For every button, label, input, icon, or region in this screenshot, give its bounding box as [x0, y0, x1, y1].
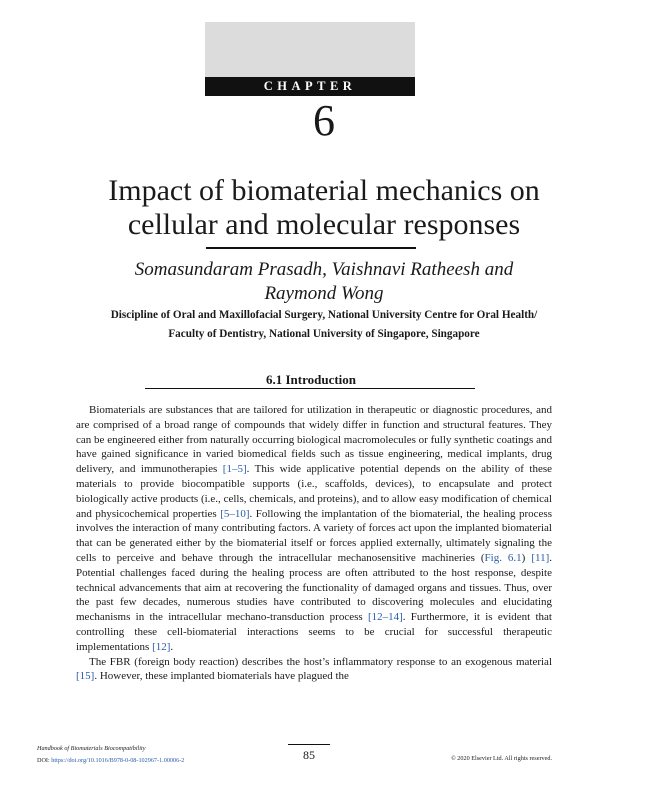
citation-link[interactable]: [12–14]	[367, 611, 403, 624]
copyright: © 2020 Elsevier Ltd. All rights reserved.	[451, 755, 552, 762]
book-title: Handbook of Biomaterials Biocompatibility	[37, 745, 146, 752]
text-run: The FBR (foreign body reaction) describes the host’s inflammatory response to an exogenous material	[89, 655, 552, 668]
citation-link[interactable]: [1–5]	[222, 463, 247, 476]
affiliation-line-2: Faculty of Dentistry, National University of Singapore, Singapore	[168, 328, 480, 340]
citation-link[interactable]: [15]	[76, 670, 95, 683]
text-run: . Following the implantation of the biomaterial, the healing process involves the interaction of many contributing factors. A variety of forces act upon the implanted biomaterial that can be generated either by the biomaterial itself or forces applied externally, ultimately signaling the cells to perceive and behave through the intracellular mechanosensitive machineries (	[76, 507, 552, 564]
figure-link[interactable]: Fig. 6.1	[484, 551, 522, 564]
citation-link[interactable]: [11]	[531, 551, 550, 564]
title-line-1: Impact of biomaterial mechanics on	[108, 174, 540, 207]
chapter-label: CHAPTER	[205, 77, 415, 96]
chapter-number: 6	[313, 96, 335, 145]
paragraph-1	[76, 403, 552, 655]
chapter-box	[205, 22, 415, 96]
authors-line-1: Somasundaram Prasadh, Vaishnavi Ratheesh and	[134, 259, 514, 280]
section-heading: 6.1 Introduction	[265, 372, 357, 387]
text-run: . Potential challenges faced during the healing process are often attributed to the host response, despite technical advancements that aim at recovering the functionality of damaged organs and tissues. Thus, over the past few decades, numerous studies have contributed to discovering molecules and elucidating mechanisms in the intracellular mechano-transduction process	[76, 551, 552, 624]
footer-citation	[37, 743, 184, 767]
citation-link[interactable]: [12]	[152, 640, 171, 653]
doi-label: DOI:	[37, 757, 52, 764]
affiliation	[0, 306, 648, 344]
title-line-2: cellular and molecular responses	[127, 208, 521, 241]
page-rule	[288, 744, 330, 745]
text-run: . However, these implanted biomaterials have plagued the	[94, 670, 349, 683]
title-rule	[206, 247, 416, 249]
doi-link[interactable]: https://doi.org/10.1016/B978-0-08-102967-1.00006-2	[51, 757, 185, 764]
section-rule	[145, 388, 475, 389]
affiliation-line-1: Discipline of Oral and Maxillofacial Surgery, National University Centre for Oral Health/	[110, 309, 538, 321]
text-run: )	[521, 551, 532, 564]
citation-link[interactable]: [5–10]	[220, 507, 250, 520]
authors	[0, 258, 648, 306]
text-run: . This wide applicative potential depends on the ability of these materials to provide biocompatible supports (i.e., scaffolds, devices), to encapsulate and protect biologically active products (i.e., cells, chemicals, and proteins), and to allow easy modification of chemical and physicochemical properties	[76, 463, 552, 520]
text-run: .	[170, 640, 174, 653]
text-run: Biomaterials are substances that are tailored for utilization in therapeutic or diagnostic procedures, and are comprised of a broad range of compounds that widely differ in function and structural features. They can be engineered either from naturally occurring biological macromolecules or fully synthetic coatings and have gained significance in varied biomedical fields such as tissue engineering, medical implants, drug delivery, and immunotherapies	[76, 404, 552, 476]
page-number: 85	[303, 748, 315, 762]
text-run: . Furthermore, it is evident that controlling these cell-biomaterial interactions seems to be crucial for successful therapeutic implementations	[76, 611, 552, 653]
body-text	[76, 403, 552, 684]
chapter-title	[0, 174, 648, 242]
paragraph-2	[76, 655, 552, 685]
authors-line-2: Raymond Wong	[264, 283, 384, 304]
doi-line	[37, 755, 184, 767]
